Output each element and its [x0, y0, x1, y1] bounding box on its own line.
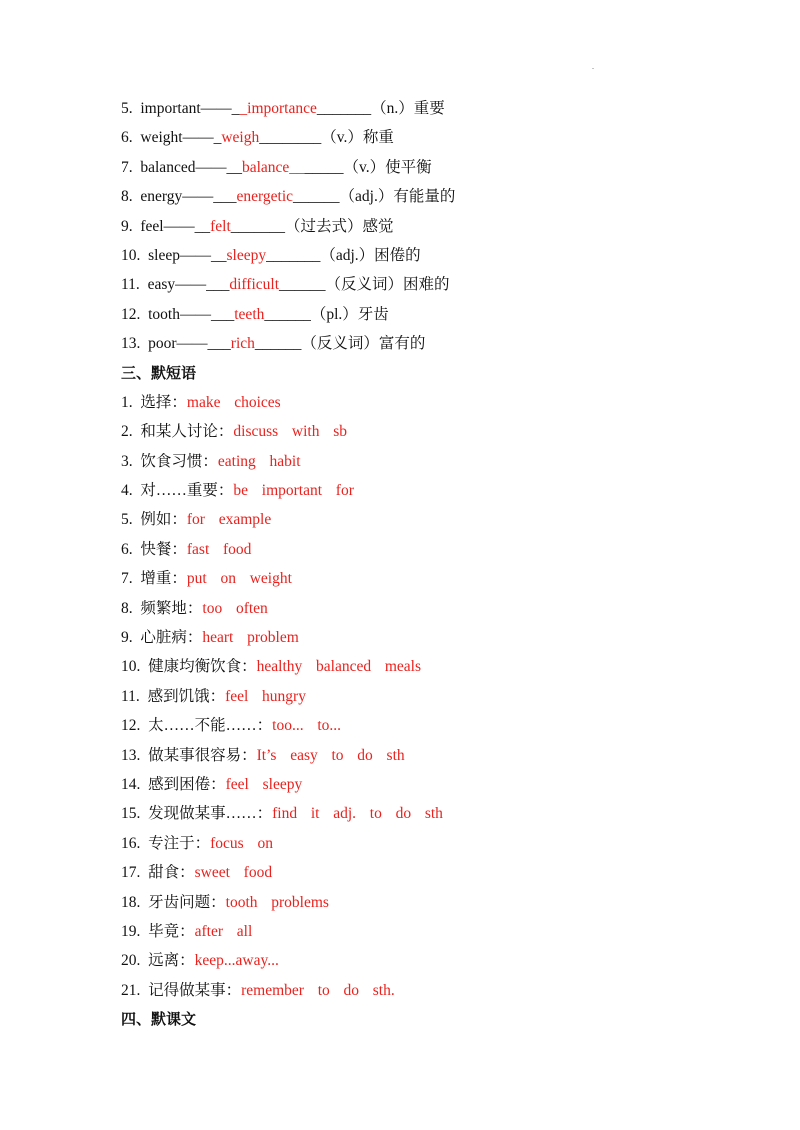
- vocab-note: （反义词）富有的: [301, 335, 426, 353]
- phrase-answer: It’s easy to do sth: [256, 746, 405, 764]
- phrase-number: 17.: [121, 864, 141, 882]
- vocab-number: 5.: [121, 100, 133, 117]
- phrase-answer: keep...away...: [194, 952, 279, 970]
- vocab-blank-pre: __: [226, 158, 242, 176]
- phrase-number: 15.: [121, 805, 141, 823]
- vocab-word: easy: [147, 276, 176, 294]
- phrase-number: 3.: [121, 452, 133, 470]
- vocab-word: energy: [140, 188, 183, 206]
- phrase-answer: healthy balanced meals: [256, 658, 421, 676]
- vocab-blank-post: _______: [266, 246, 321, 264]
- vocab-answer: rich: [230, 335, 255, 353]
- phrase-chinese: 太……不能……：: [148, 717, 273, 735]
- vocab-dash: ——: [163, 217, 195, 235]
- phrase-answer: find it adj. to do sth: [272, 805, 443, 823]
- vocab-answer: _importance: [239, 100, 317, 117]
- phrase-item: [121, 858, 741, 887]
- vocab-word: important: [140, 100, 201, 117]
- phrase-number: 4.: [121, 482, 133, 500]
- phrase-item: [121, 682, 741, 711]
- vocab-answer: balance__: [241, 158, 305, 176]
- vocab-answer: teeth: [234, 305, 265, 323]
- phrase-answer: focus on: [210, 834, 273, 852]
- phrase-chinese: 心脏病：: [140, 629, 203, 647]
- phrase-list: [121, 388, 741, 1005]
- phrase-item: [121, 594, 741, 623]
- phrase-number: 9.: [121, 629, 133, 647]
- phrase-answer: tooth problems: [225, 893, 329, 911]
- phrase-item: [121, 741, 741, 770]
- phrase-item: [121, 623, 741, 652]
- vocab-word: balanced: [140, 158, 196, 176]
- phrase-item: [121, 946, 741, 975]
- vocab-note: （过去式）感觉: [285, 217, 394, 235]
- phrase-answer: be important for: [233, 482, 354, 500]
- phrase-item: [121, 652, 741, 681]
- phrase-number: 14.: [121, 775, 141, 793]
- vocab-answer: felt: [210, 217, 231, 235]
- phrase-number: 13.: [121, 746, 141, 764]
- vocab-word: feel: [140, 217, 164, 235]
- phrase-number: 16.: [121, 834, 141, 852]
- phrase-answer: too... to...: [272, 717, 342, 735]
- phrase-chinese: 饮食习惯：: [140, 452, 218, 470]
- vocab-blank-pre: ___: [211, 305, 235, 323]
- phrase-answer: discuss with sb: [233, 423, 348, 441]
- vocab-blank-post: ______: [264, 305, 311, 323]
- vocab-dash: ——: [175, 276, 207, 294]
- phrase-number: 10.: [121, 658, 141, 676]
- vocab-blank-pre: ___: [206, 276, 230, 294]
- vocab-blank-post: _______: [230, 217, 286, 235]
- vocab-note: （adj.）困倦的: [320, 246, 421, 264]
- phrase-number: 12.: [121, 717, 141, 735]
- vocab-dash: ——: [182, 188, 214, 206]
- phrase-chinese: 选择：: [140, 393, 187, 411]
- phrase-chinese: 和某人讨论：: [140, 423, 234, 441]
- vocab-number: 13.: [121, 335, 141, 353]
- phrase-item: [121, 799, 741, 828]
- phrase-item: [121, 564, 741, 593]
- vocab-blank-pre: __: [194, 217, 211, 235]
- phrase-number: 1.: [121, 393, 133, 411]
- vocab-dash: ——: [182, 129, 214, 147]
- vocab-answer: difficult: [229, 276, 280, 294]
- phrase-item: [121, 888, 741, 917]
- phrase-chinese: 牙齿问题：: [148, 893, 226, 911]
- vocab-number: 7.: [121, 158, 133, 176]
- phrase-answer: remember to do sth.: [241, 981, 395, 999]
- vocab-number: 11.: [121, 276, 140, 294]
- phrase-answer: feel hungry: [225, 687, 306, 705]
- phrase-item: [121, 388, 741, 417]
- phrase-item: [121, 535, 741, 564]
- vocab-blank-post: ______: [254, 335, 302, 353]
- phrase-chinese: 远离：: [148, 952, 195, 970]
- vocab-list: [121, 94, 741, 359]
- worksheet-content: [121, 94, 741, 1035]
- vocab-dash: ——: [179, 246, 211, 264]
- phrase-chinese: 感到困倦：: [148, 775, 226, 793]
- phrase-answer: put on weight: [186, 570, 292, 588]
- phrase-item: [121, 976, 741, 1005]
- phrase-answer: feel sleepy: [225, 775, 303, 793]
- vocab-answer: sleepy: [226, 246, 267, 264]
- phrase-answer: after all: [194, 922, 253, 940]
- page-mark: .: [592, 62, 594, 71]
- vocab-blank-post: _______: [316, 100, 372, 117]
- phrase-chinese: 记得做某事：: [148, 981, 242, 999]
- phrase-number: 8.: [121, 599, 133, 617]
- vocab-item: [121, 329, 741, 358]
- vocab-word: tooth: [148, 305, 180, 323]
- phrase-item: [121, 447, 741, 476]
- vocab-note: （反义词）困难的: [325, 276, 450, 294]
- vocab-word: sleep: [148, 246, 180, 264]
- vocab-blank-pre: ___: [213, 188, 237, 206]
- phrase-answer: sweet food: [194, 864, 273, 882]
- vocab-dash: ——: [200, 100, 232, 117]
- phrase-chinese: 毕竟：: [148, 922, 195, 940]
- vocab-blank-post: ______: [279, 276, 326, 294]
- vocab-answer: energetic: [236, 188, 294, 206]
- vocab-note: （v.）使平衡: [343, 158, 432, 176]
- vocab-item: [121, 153, 741, 182]
- phrase-answer: make choices: [186, 393, 281, 411]
- vocab-note: （n.）重要: [371, 100, 445, 117]
- phrase-item: [121, 917, 741, 946]
- phrase-item: [121, 476, 741, 505]
- vocab-item: [121, 241, 741, 270]
- vocab-blank-post: ________: [259, 129, 322, 147]
- phrase-chinese: 频繁地：: [140, 599, 203, 617]
- vocab-dash: ——: [180, 305, 211, 323]
- phrase-item: [121, 829, 741, 858]
- vocab-blank-pre: _: [231, 100, 240, 117]
- section-three-title: 三、默短语: [121, 363, 197, 382]
- phrase-answer: too often: [202, 599, 268, 617]
- vocab-note: （pl.）牙齿: [310, 305, 389, 323]
- phrase-answer: for example: [186, 511, 272, 529]
- phrase-chinese: 专注于：: [148, 834, 211, 852]
- phrase-number: 5.: [121, 511, 133, 529]
- phrase-number: 2.: [121, 423, 133, 441]
- vocab-item: [121, 94, 741, 123]
- phrase-chinese: 发现做某事……：: [148, 805, 273, 823]
- phrase-chinese: 甜食：: [148, 864, 195, 882]
- section-four-title: 四、默课文: [121, 1010, 197, 1029]
- vocab-word: weight: [140, 129, 183, 147]
- vocab-item: [121, 123, 741, 152]
- vocab-blank-pre: ___: [207, 335, 231, 353]
- phrase-item: [121, 711, 741, 740]
- phrase-number: 21.: [121, 981, 141, 999]
- vocab-item: [121, 212, 741, 241]
- vocab-number: 9.: [121, 217, 133, 235]
- phrase-number: 19.: [121, 922, 141, 940]
- vocab-item: [121, 182, 741, 211]
- phrase-answer: fast food: [186, 540, 252, 558]
- vocab-number: 12.: [121, 305, 141, 323]
- phrase-chinese: 快餐：: [140, 540, 187, 558]
- vocab-blank-pre: __: [210, 246, 227, 264]
- phrase-chinese: 做某事很容易：: [148, 746, 257, 764]
- vocab-blank-pre: _: [213, 129, 222, 147]
- vocab-note: （adj.）有能量的: [339, 188, 456, 206]
- phrase-chinese: 健康均衡饮食：: [148, 658, 257, 676]
- phrase-number: 6.: [121, 540, 133, 558]
- phrase-item: [121, 770, 741, 799]
- phrase-number: 11.: [121, 687, 140, 705]
- phrase-item: [121, 417, 741, 446]
- vocab-dash: ——: [176, 335, 208, 353]
- phrase-number: 20.: [121, 952, 141, 970]
- vocab-number: 6.: [121, 129, 133, 147]
- phrase-chinese: 感到饥饿：: [147, 687, 226, 705]
- vocab-blank-post: ______: [293, 188, 340, 206]
- vocab-answer: weigh: [221, 129, 260, 147]
- phrase-chinese: 增重：: [140, 570, 187, 588]
- vocab-item: [121, 300, 741, 329]
- phrase-chinese: 对……重要：: [140, 482, 234, 500]
- phrase-answer: eating habit: [217, 452, 301, 470]
- vocab-blank-post: _____: [304, 158, 344, 176]
- vocab-dash: ——: [195, 158, 227, 176]
- phrase-chinese: 例如：: [140, 511, 187, 529]
- phrase-answer: heart problem: [202, 629, 299, 647]
- vocab-item: [121, 270, 741, 299]
- phrase-item: [121, 505, 741, 534]
- phrase-number: 18.: [121, 893, 141, 911]
- vocab-number: 10.: [121, 246, 141, 264]
- phrase-number: 7.: [121, 570, 133, 588]
- vocab-word: poor: [148, 335, 177, 353]
- vocab-note: （v.）称重: [321, 129, 394, 147]
- vocab-number: 8.: [121, 188, 133, 206]
